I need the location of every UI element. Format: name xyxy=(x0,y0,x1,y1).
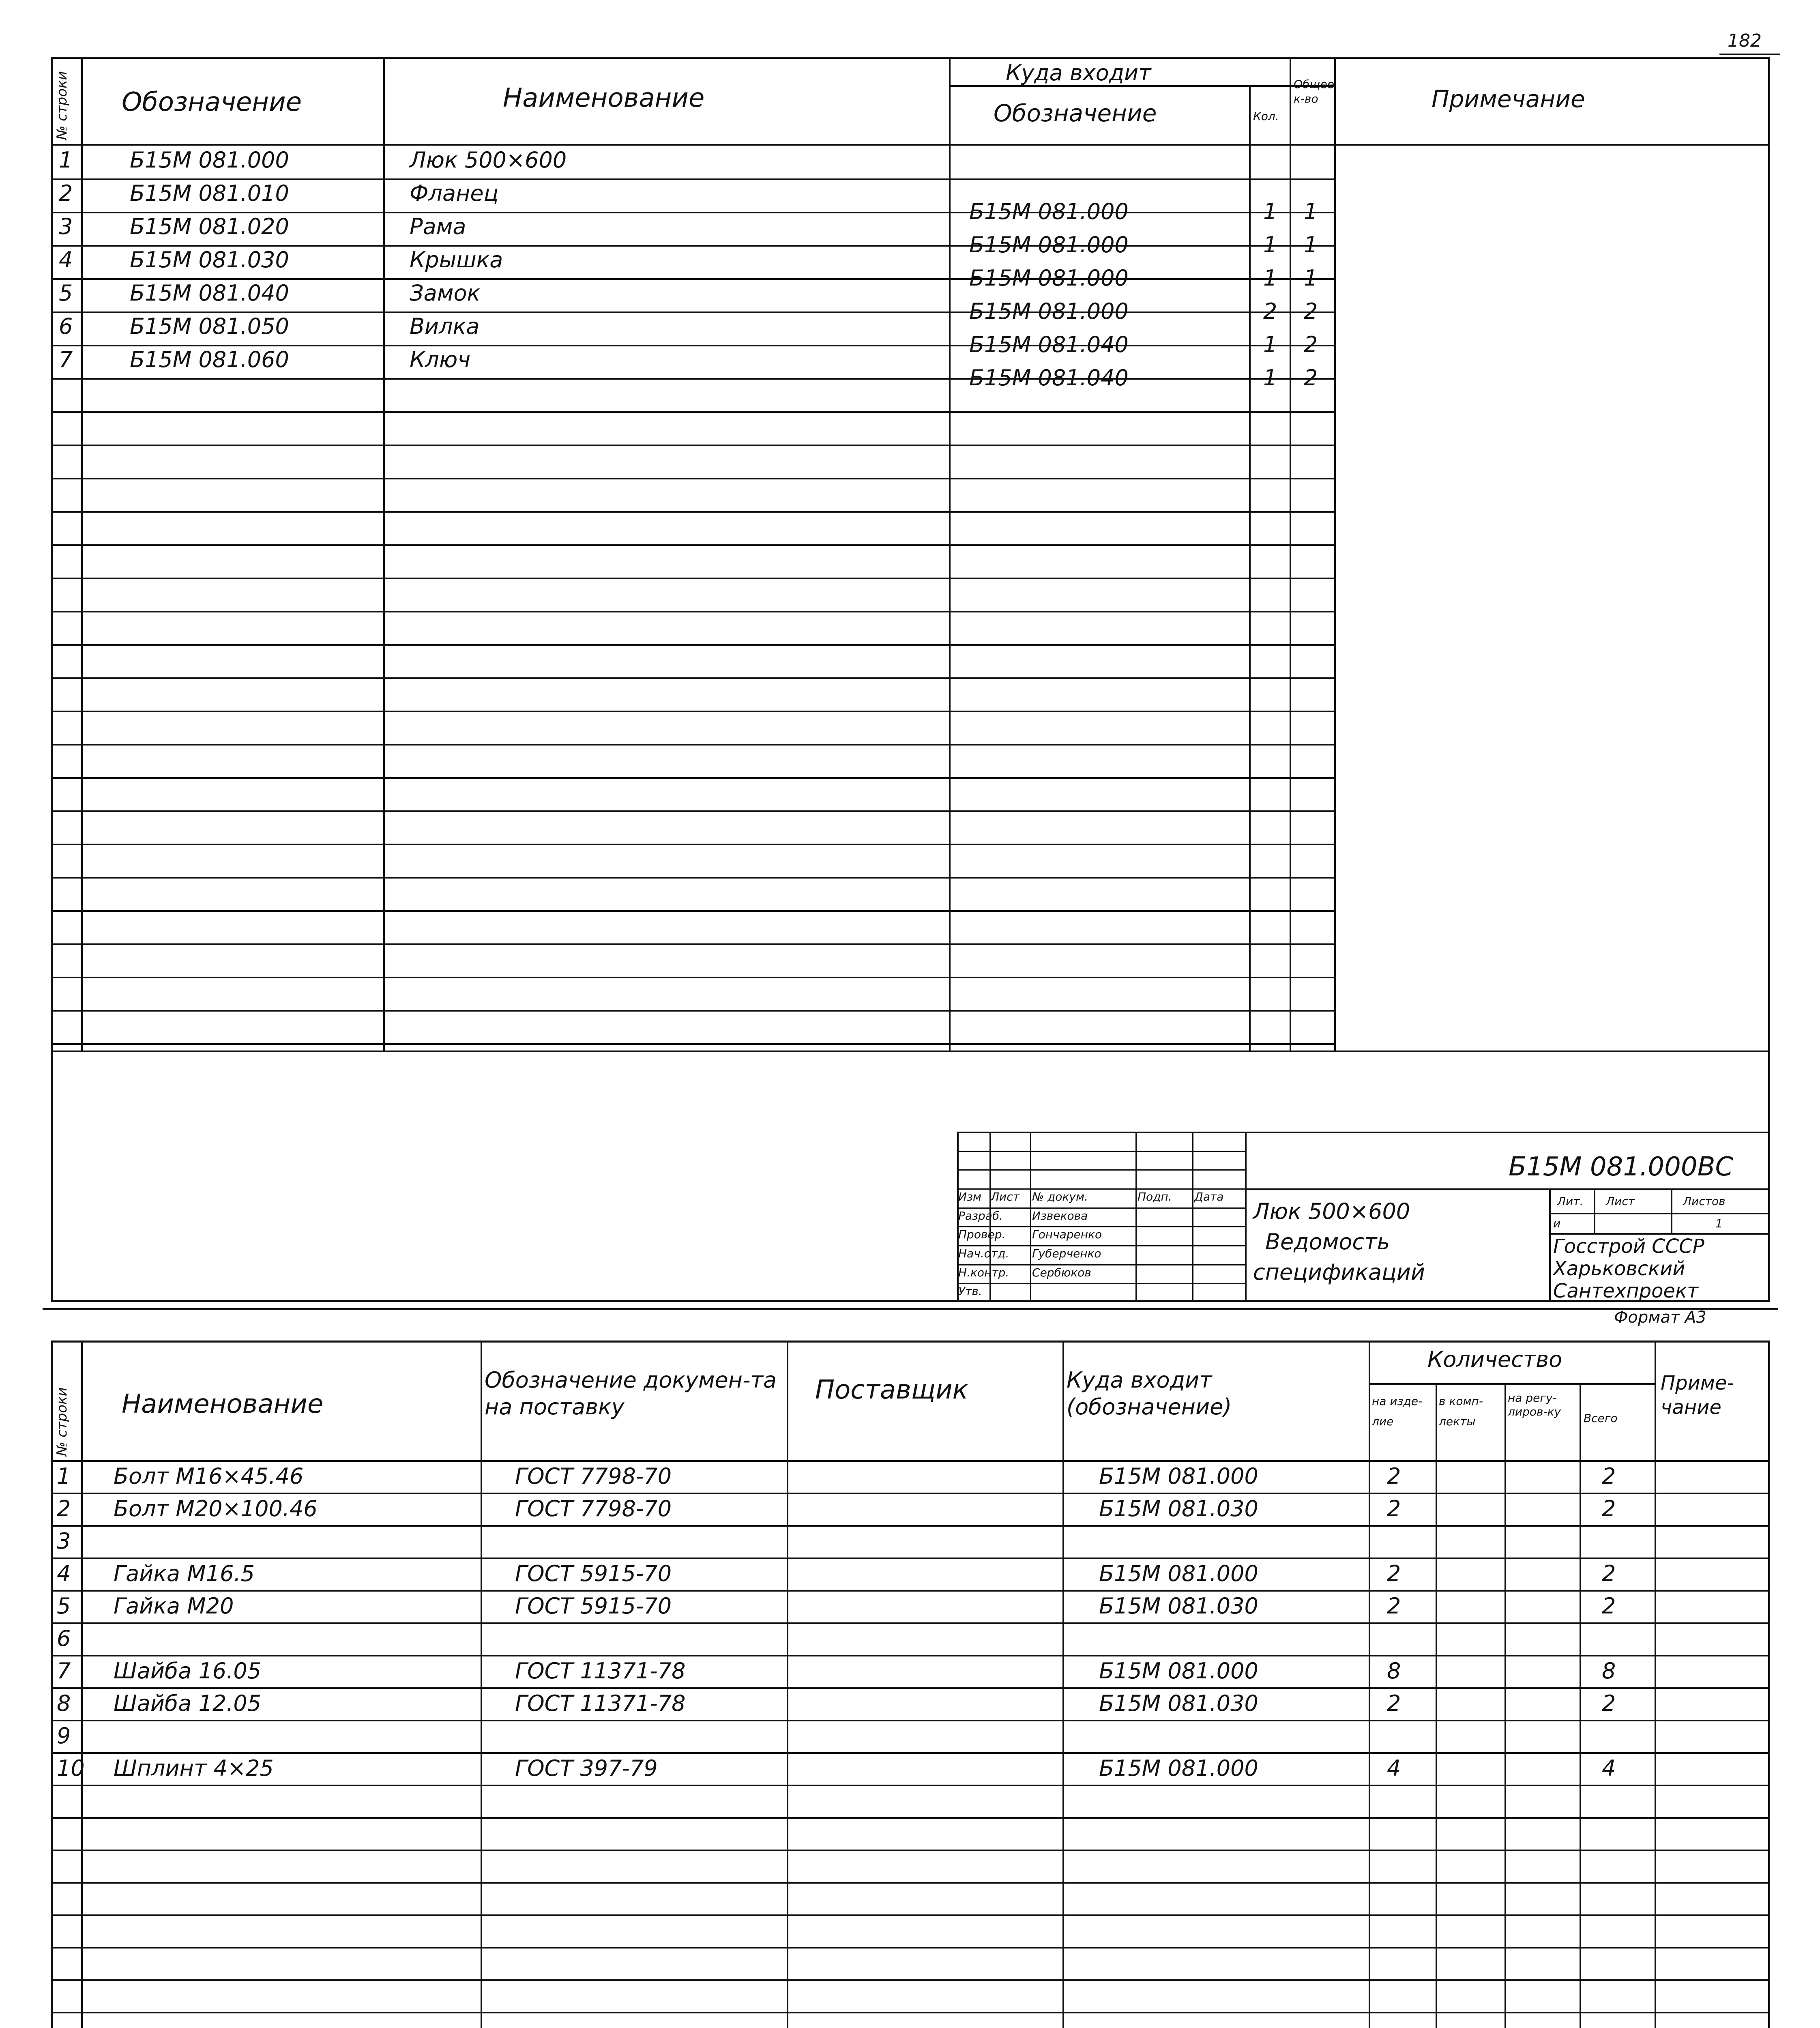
cell-designation: Б15М 081.000 xyxy=(130,147,289,173)
s2-header-row-no: № строки xyxy=(54,1387,70,1456)
cell-qty: 1 xyxy=(1263,265,1277,291)
cell-name: Гайка М20 xyxy=(114,1593,234,1619)
cell-name: Крышка xyxy=(410,247,503,273)
cell-name: Фланец xyxy=(410,180,499,206)
cell-name: Шплинт 4×25 xyxy=(114,1755,274,1781)
stamp-role-razrab: Разраб. xyxy=(958,1209,1003,1222)
cell-qty: 1 xyxy=(1263,232,1277,258)
cell-total: 2 xyxy=(1602,1561,1616,1586)
table-row-line xyxy=(51,1752,1770,1754)
stamp-role-prover: Провер. xyxy=(958,1228,1006,1241)
table-row-line xyxy=(51,378,1334,380)
row-number: 3 xyxy=(59,214,73,239)
table-row-line xyxy=(51,1655,1770,1656)
cell-doc: ГОСТ 397-79 xyxy=(515,1755,658,1781)
stamp-grid-line xyxy=(957,1245,1245,1246)
row-number: 8 xyxy=(57,1691,71,1716)
cell-doc: ГОСТ 7798-70 xyxy=(515,1463,672,1489)
table-row-line xyxy=(51,578,1334,579)
cell-where-used: Б15М 081.040 xyxy=(969,365,1129,391)
s1-stamp-title3: спецификаций xyxy=(1253,1259,1425,1285)
s1-format: Формат А3 xyxy=(1614,1308,1706,1327)
s2-header-supplier: Поставщик xyxy=(815,1375,968,1405)
s1-header-name: Наименование xyxy=(503,83,705,113)
table-row-line xyxy=(51,1882,1770,1884)
table-row-line xyxy=(51,1622,1770,1624)
cell-qty: 1 xyxy=(1263,332,1277,357)
stamp-label-izm: Изм xyxy=(958,1190,981,1203)
table-row-line xyxy=(51,810,1334,812)
s1-header-row-no: № строки xyxy=(54,71,70,140)
s1-stamp-org3: Сантехпроект xyxy=(1553,1280,1698,1302)
stamp-grid-col xyxy=(1135,1132,1137,1302)
table-row-line xyxy=(51,943,1334,945)
s1-header-designation: Обозначение xyxy=(122,87,302,117)
stamp-role-utv: Утв. xyxy=(958,1285,982,1298)
stamp-label-ndoc: № докум. xyxy=(1032,1190,1088,1203)
s2-header-where: Куда входит (обозначение) xyxy=(1067,1367,1232,1420)
stamp-grid-col xyxy=(1192,1132,1193,1302)
row-number: 1 xyxy=(57,1463,71,1489)
s1-header-where-designation: Обозначение xyxy=(994,99,1157,127)
s1-stamp-title1: Люк 500×600 xyxy=(1253,1199,1410,1224)
cell-designation: Б15М 081.020 xyxy=(130,214,289,239)
table-row-line xyxy=(51,1010,1334,1012)
cell-name: Гайка М16.5 xyxy=(114,1561,255,1586)
row-number: 10 xyxy=(57,1755,85,1781)
s2-header-per-kit: в комп-лекты xyxy=(1439,1394,1483,1428)
cell-total: 2 xyxy=(1602,1463,1616,1489)
table-row-line xyxy=(51,1720,1770,1721)
stamp-label-list: Лист xyxy=(991,1190,1019,1203)
table-row-line xyxy=(51,511,1334,513)
cell-name: Шайба 16.05 xyxy=(114,1658,262,1684)
cell-total: 2 xyxy=(1304,299,1318,324)
s1-header-total: Общее к-во xyxy=(1294,77,1335,105)
cell-total: 8 xyxy=(1602,1658,1616,1684)
cell-doc: ГОСТ 7798-70 xyxy=(515,1496,672,1521)
cell-total: 4 xyxy=(1602,1755,1616,1781)
cell-where: Б15М 081.030 xyxy=(1099,1691,1258,1716)
table-row-line xyxy=(51,1043,1334,1045)
cell-doc: ГОСТ 11371-78 xyxy=(515,1658,686,1684)
table-row-line xyxy=(51,178,1334,180)
table-row-line xyxy=(51,544,1334,546)
s2-header-name: Наименование xyxy=(122,1389,324,1419)
stamp-grid-line xyxy=(957,1264,1245,1265)
table-row-line xyxy=(51,1687,1770,1689)
stamp-name-razrab: Извекова xyxy=(1032,1209,1088,1222)
row-number: 5 xyxy=(59,280,73,306)
stamp-grid-line xyxy=(957,1151,1245,1152)
s1-stamp-listov: Листов xyxy=(1683,1194,1726,1208)
table-row-line xyxy=(51,1817,1770,1819)
cell-per-item: 2 xyxy=(1387,1463,1401,1489)
cell-where-used: Б15М 081.000 xyxy=(969,199,1129,224)
table-row-line xyxy=(51,744,1334,745)
table-row-line xyxy=(51,2012,1770,2013)
cell-name: Ключ xyxy=(410,347,471,372)
cell-designation: Б15М 081.030 xyxy=(130,247,289,273)
s1-header-where-used: Куда входит xyxy=(1006,60,1151,86)
table-row-line xyxy=(51,644,1334,646)
stamp-grid-col xyxy=(1030,1132,1031,1302)
table-row-line xyxy=(51,278,1334,280)
stamp-role-n_kontr: Н.контр. xyxy=(958,1266,1009,1279)
s2-header-per-item: на изде-лие xyxy=(1372,1394,1423,1428)
cell-per-item: 2 xyxy=(1387,1593,1401,1619)
cell-designation: Б15М 081.040 xyxy=(130,280,289,306)
page-number: 182 xyxy=(1728,30,1762,51)
cell-name: Рама xyxy=(410,214,466,239)
cell-total: 1 xyxy=(1304,265,1318,291)
s1-stamp-listov-value: 1 xyxy=(1715,1217,1723,1230)
table-row-line xyxy=(51,345,1334,346)
table-row-line xyxy=(51,777,1334,779)
cell-per-item: 8 xyxy=(1387,1658,1401,1684)
cell-qty: 1 xyxy=(1263,199,1277,224)
s2-header-adjust: на регу-лиров-ку xyxy=(1508,1391,1561,1418)
cell-name: Шайба 12.05 xyxy=(114,1691,262,1716)
sheet1-frame xyxy=(51,57,1770,1302)
table-row-line xyxy=(51,1558,1770,1559)
cell-where: Б15М 081.030 xyxy=(1099,1496,1258,1521)
stamp-grid-line xyxy=(957,1169,1245,1171)
table-row-line xyxy=(51,611,1334,612)
cell-where-used: Б15М 081.000 xyxy=(969,299,1129,324)
s1-stamp-list: Лист xyxy=(1606,1194,1635,1208)
table-row-line xyxy=(51,1525,1770,1527)
row-number: 3 xyxy=(57,1528,71,1554)
table-row-line xyxy=(51,1914,1770,1916)
cell-total: 2 xyxy=(1602,1691,1616,1716)
cell-name: Вилка xyxy=(410,314,480,339)
cell-total: 2 xyxy=(1304,365,1318,391)
table-row-line xyxy=(51,977,1334,978)
cell-qty: 1 xyxy=(1263,365,1277,391)
table-row-line xyxy=(51,312,1334,313)
table-row-line xyxy=(51,1785,1770,1786)
row-number: 7 xyxy=(57,1658,71,1684)
s1-stamp-lit-value: и xyxy=(1553,1217,1561,1230)
cell-name: Болт М20×100.46 xyxy=(114,1496,318,1521)
table-row-line xyxy=(51,1947,1770,1949)
table-row-line xyxy=(51,245,1334,247)
table-row-line xyxy=(51,711,1334,712)
table-row-line xyxy=(51,677,1334,679)
s1-header-qty: Кол. xyxy=(1253,110,1279,123)
cell-where: Б15М 081.000 xyxy=(1099,1755,1258,1781)
cell-where: Б15М 081.000 xyxy=(1099,1463,1258,1489)
table-row-line xyxy=(51,1493,1770,1494)
cell-name: Люк 500×600 xyxy=(410,147,567,173)
stamp-name-n_kontr: Сербюков xyxy=(1032,1266,1091,1279)
cell-total: 2 xyxy=(1304,332,1318,357)
cell-designation: Б15М 081.010 xyxy=(130,180,289,206)
cell-doc: ГОСТ 5915-70 xyxy=(515,1593,672,1619)
stamp-label-data: Дата xyxy=(1194,1190,1224,1203)
stamp-name-prover: Гончаренко xyxy=(1032,1228,1102,1241)
cell-designation: Б15М 081.060 xyxy=(130,347,289,372)
s2-header-doc: Обозначение докумен-та на поставку xyxy=(485,1367,777,1420)
table-row-line xyxy=(51,478,1334,479)
row-number: 2 xyxy=(57,1496,71,1521)
table-row-line xyxy=(51,1850,1770,1851)
row-number: 2 xyxy=(59,180,73,206)
stamp-role-nach_otd: Нач.отд. xyxy=(958,1247,1009,1260)
table-row-line xyxy=(51,910,1334,912)
cell-doc: ГОСТ 5915-70 xyxy=(515,1561,672,1586)
cell-total: 1 xyxy=(1304,199,1318,224)
cell-designation: Б15М 081.050 xyxy=(130,314,289,339)
stamp-grid-line xyxy=(957,1283,1245,1284)
row-number: 4 xyxy=(59,247,73,273)
s1-stamp-title2: Ведомость xyxy=(1265,1229,1390,1255)
row-number: 6 xyxy=(57,1626,71,1651)
s2-header-quantity: Количество xyxy=(1427,1347,1562,1372)
table-row-line xyxy=(51,877,1334,879)
sheet2-frame xyxy=(51,1341,1770,2028)
stamp-name-nach_otd: Губерченко xyxy=(1032,1247,1101,1260)
table-row-line xyxy=(51,411,1334,413)
cell-where-used: Б15М 081.040 xyxy=(969,332,1129,357)
table-row-line xyxy=(51,844,1334,845)
row-number: 9 xyxy=(57,1723,71,1749)
row-number: 4 xyxy=(57,1561,71,1586)
cell-doc: ГОСТ 11371-78 xyxy=(515,1691,686,1716)
cell-total: 2 xyxy=(1602,1496,1616,1521)
table-row-line xyxy=(51,212,1334,213)
s1-stamp-code: Б15М 081.000ВС xyxy=(1509,1152,1734,1182)
cell-total: 1 xyxy=(1304,232,1318,258)
table-row-line xyxy=(51,445,1334,446)
cell-name: Болт М16×45.46 xyxy=(114,1463,304,1489)
cell-where: Б15М 081.030 xyxy=(1099,1593,1258,1619)
cell-where-used: Б15М 081.000 xyxy=(969,265,1129,291)
row-number: 6 xyxy=(59,314,73,339)
row-number: 7 xyxy=(59,347,73,372)
cell-per-item: 2 xyxy=(1387,1561,1401,1586)
cell-where-used: Б15М 081.000 xyxy=(969,232,1129,258)
stamp-grid-line xyxy=(957,1188,1245,1190)
row-number: 5 xyxy=(57,1593,71,1619)
table-row-line xyxy=(51,1979,1770,1981)
s1-stamp-lit: Лит. xyxy=(1557,1194,1584,1208)
row-number: 1 xyxy=(59,147,73,173)
stamp-grid-line xyxy=(957,1207,1245,1209)
cell-qty: 2 xyxy=(1263,299,1277,324)
s2-header-total: Всего xyxy=(1584,1411,1618,1425)
s1-header-note: Примечание xyxy=(1432,85,1585,113)
cell-per-item: 2 xyxy=(1387,1496,1401,1521)
cell-name: Замок xyxy=(410,280,481,306)
table-row-line xyxy=(51,1590,1770,1592)
cell-where: Б15М 081.000 xyxy=(1099,1658,1258,1684)
cell-where: Б15М 081.000 xyxy=(1099,1561,1258,1586)
cell-total: 2 xyxy=(1602,1593,1616,1619)
s1-stamp-org1: Госстрой СССР xyxy=(1553,1235,1704,1258)
stamp-grid-line xyxy=(957,1226,1245,1227)
s1-stamp-org2: Харьковский xyxy=(1553,1257,1685,1280)
cell-per-item: 4 xyxy=(1387,1755,1401,1781)
stamp-label-podp: Подп. xyxy=(1138,1190,1172,1203)
cell-per-item: 2 xyxy=(1387,1691,1401,1716)
s2-header-note: Приме-чание xyxy=(1661,1372,1734,1419)
